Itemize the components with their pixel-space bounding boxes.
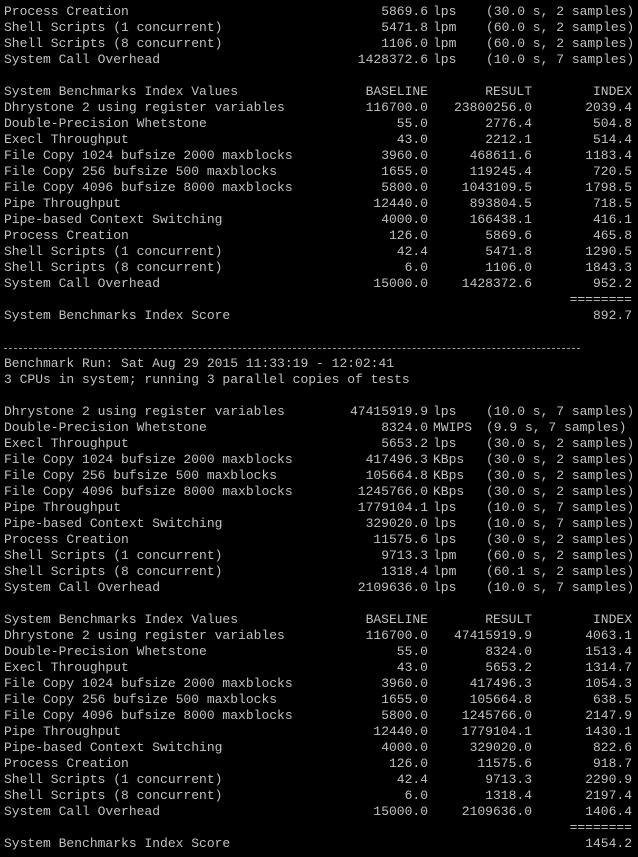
index-value: 918.7 xyxy=(592,756,632,771)
index-header xyxy=(0,612,638,628)
index-value: 1183.4 xyxy=(585,148,632,163)
result-value: 1779104.1 xyxy=(461,724,532,739)
result-value: 417496.3 xyxy=(365,452,428,467)
result-value: 1106.0 xyxy=(381,36,428,51)
index-row xyxy=(0,164,638,180)
result-value: 1245766.0 xyxy=(357,484,428,499)
index-row xyxy=(0,772,638,788)
baseline-header: BASELINE xyxy=(365,84,428,99)
result-value: 1245766.0 xyxy=(461,708,532,723)
index-rule xyxy=(0,292,638,308)
rule-text: ======== xyxy=(569,820,632,835)
test-name: System Call Overhead xyxy=(4,52,161,67)
result-unit: lps xyxy=(433,500,457,515)
result-line xyxy=(0,36,638,52)
result-samples: (60.0 s, 2 samples) xyxy=(486,36,635,51)
result-samples: (60.0 s, 2 samples) xyxy=(486,548,635,563)
index-header: INDEX xyxy=(592,84,632,99)
result-value: 468611.6 xyxy=(469,148,532,163)
result-value: 417496.3 xyxy=(469,676,532,691)
baseline-value: 15000.0 xyxy=(373,276,428,291)
baseline-value: 126.0 xyxy=(388,756,428,771)
baseline-value: 42.4 xyxy=(396,244,428,259)
index-score xyxy=(0,308,638,324)
baseline-value: 12440.0 xyxy=(373,724,428,739)
result-samples: (9.9 s, 7 samples) xyxy=(486,420,627,435)
result-value: 2109636.0 xyxy=(357,580,428,595)
result-value: 47415919.9 xyxy=(349,404,428,419)
baseline-value: 6.0 xyxy=(404,260,428,275)
result-value: 9713.3 xyxy=(485,772,532,787)
result-value: 11575.6 xyxy=(373,532,428,547)
result-unit: KBps xyxy=(433,468,465,483)
index-row xyxy=(0,804,638,820)
test-name: Shell Scripts (8 concurrent) xyxy=(4,260,223,275)
index-value: 822.6 xyxy=(592,740,632,755)
result-value: 11575.6 xyxy=(477,756,532,771)
result-header: RESULT xyxy=(485,84,532,99)
result-line xyxy=(0,404,638,420)
baseline-value: 12440.0 xyxy=(373,196,428,211)
index-row xyxy=(0,756,638,772)
result-samples: (10.0 s, 7 samples) xyxy=(486,52,635,67)
index-value: 2147.9 xyxy=(585,708,632,723)
index-row xyxy=(0,148,638,164)
test-name: System Call Overhead xyxy=(4,804,161,819)
score-value: 892.7 xyxy=(592,308,632,323)
index-row xyxy=(0,276,638,292)
test-name: Process Creation xyxy=(4,532,129,547)
result-line xyxy=(0,500,638,516)
result-line xyxy=(0,420,638,436)
result-unit: lps xyxy=(433,516,457,531)
index-row xyxy=(0,244,638,260)
test-name: Pipe Throughput xyxy=(4,724,122,739)
index-row xyxy=(0,196,638,212)
index-rule xyxy=(0,820,638,836)
benchmark-run-text: Benchmark Run: Sat Aug 29 2015 11:33:19 - 12:02:41 xyxy=(4,356,395,371)
index-value: 638.5 xyxy=(592,692,632,707)
baseline-value: 116700.0 xyxy=(365,628,428,643)
index-table-1 xyxy=(0,84,638,324)
result-value: 893804.5 xyxy=(469,196,532,211)
result-unit: lps xyxy=(433,52,457,67)
test-name: Shell Scripts (1 concurrent) xyxy=(4,244,223,259)
result-unit: lps xyxy=(433,436,457,451)
index-row xyxy=(0,660,638,676)
result-value: 47415919.9 xyxy=(453,628,532,643)
index-value: 720.5 xyxy=(592,164,632,179)
baseline-value: 43.0 xyxy=(396,660,428,675)
results-block-1 xyxy=(0,4,638,68)
test-name: Dhrystone 2 using register variables xyxy=(4,404,285,419)
index-value: 1290.5 xyxy=(585,244,632,259)
result-value: 2212.1 xyxy=(485,132,532,147)
index-value: 504.8 xyxy=(592,116,632,131)
result-line xyxy=(0,532,638,548)
result-value: 329020.0 xyxy=(365,516,428,531)
result-value: 166438.1 xyxy=(469,212,532,227)
index-header-label: System Benchmarks Index Values xyxy=(4,84,239,99)
blank-line xyxy=(0,596,638,612)
result-line xyxy=(0,564,638,580)
blank-line xyxy=(0,388,638,404)
result-value: 105664.8 xyxy=(469,692,532,707)
index-row xyxy=(0,228,638,244)
test-name: File Copy 256 bufsize 500 maxblocks xyxy=(4,692,278,707)
index-value: 1843.3 xyxy=(585,260,632,275)
test-name: File Copy 256 bufsize 500 maxblocks xyxy=(4,468,278,483)
result-value: 105664.8 xyxy=(365,468,428,483)
result-unit: lps xyxy=(433,404,457,419)
baseline-value: 1655.0 xyxy=(381,692,428,707)
index-row xyxy=(0,644,638,660)
index-value: 1798.5 xyxy=(585,180,632,195)
result-value: 5869.6 xyxy=(381,4,428,19)
result-value: 1428372.6 xyxy=(357,52,428,67)
dashed-separator xyxy=(4,348,580,349)
test-name: Shell Scripts (1 concurrent) xyxy=(4,772,223,787)
test-name: Shell Scripts (8 concurrent) xyxy=(4,564,223,579)
result-value: 23800256.0 xyxy=(453,100,532,115)
result-samples: (30.0 s, 2 samples) xyxy=(486,484,635,499)
result-samples: (10.0 s, 7 samples) xyxy=(486,500,635,515)
index-header: INDEX xyxy=(592,612,632,627)
index-value: 2197.4 xyxy=(585,788,632,803)
index-value: 2290.9 xyxy=(585,772,632,787)
rule-text: ======== xyxy=(569,292,632,307)
index-value: 2039.4 xyxy=(585,100,632,115)
index-row xyxy=(0,724,638,740)
baseline-value: 1655.0 xyxy=(381,164,428,179)
result-value: 1428372.6 xyxy=(461,276,532,291)
result-unit: MWIPS xyxy=(433,420,473,435)
score-label: System Benchmarks Index Score xyxy=(4,308,231,323)
test-name: Pipe-based Context Switching xyxy=(4,516,223,531)
blank-line xyxy=(0,68,638,84)
index-value: 416.1 xyxy=(592,212,632,227)
test-name: Shell Scripts (8 concurrent) xyxy=(4,36,223,51)
index-row xyxy=(0,708,638,724)
result-samples: (10.0 s, 7 samples) xyxy=(486,580,635,595)
result-value: 5471.8 xyxy=(485,244,532,259)
result-unit: lps xyxy=(433,4,457,19)
index-row xyxy=(0,692,638,708)
index-value: 718.5 xyxy=(592,196,632,211)
test-name: File Copy 4096 bufsize 8000 maxblocks xyxy=(4,180,293,195)
result-unit: lps xyxy=(433,532,457,547)
baseline-value: 4000.0 xyxy=(381,740,428,755)
result-header: RESULT xyxy=(485,612,532,627)
result-value: 5653.2 xyxy=(485,660,532,675)
test-name: File Copy 256 bufsize 500 maxblocks xyxy=(4,164,278,179)
index-row xyxy=(0,180,638,196)
test-name: File Copy 4096 bufsize 8000 maxblocks xyxy=(4,708,293,723)
result-unit: KBps xyxy=(433,484,465,499)
result-unit: lpm xyxy=(433,20,457,35)
test-name: Execl Throughput xyxy=(4,660,129,675)
baseline-value: 5800.0 xyxy=(381,708,428,723)
benchmark-run-line xyxy=(0,356,638,372)
baseline-value: 126.0 xyxy=(388,228,428,243)
test-name: Double-Precision Whetstone xyxy=(4,420,207,435)
result-value: 8324.0 xyxy=(485,644,532,659)
baseline-value: 55.0 xyxy=(396,116,428,131)
cpu-info-text: 3 CPUs in system; running 3 parallel copies of tests xyxy=(4,372,410,387)
test-name: File Copy 1024 bufsize 2000 maxblocks xyxy=(4,676,293,691)
result-samples: (30.0 s, 2 samples) xyxy=(486,4,635,19)
result-unit: lpm xyxy=(433,548,457,563)
index-value: 1513.4 xyxy=(585,644,632,659)
result-value: 8324.0 xyxy=(381,420,428,435)
result-line xyxy=(0,580,638,596)
test-name: File Copy 1024 bufsize 2000 maxblocks xyxy=(4,452,293,467)
result-samples: (30.0 s, 2 samples) xyxy=(486,532,635,547)
baseline-value: 55.0 xyxy=(396,644,428,659)
result-value: 1318.4 xyxy=(381,564,428,579)
index-row xyxy=(0,132,638,148)
index-row xyxy=(0,212,638,228)
index-value: 514.4 xyxy=(592,132,632,147)
result-value: 1043109.5 xyxy=(461,180,532,195)
baseline-value: 6.0 xyxy=(404,788,428,803)
result-samples: (30.0 s, 2 samples) xyxy=(486,436,635,451)
result-line xyxy=(0,4,638,20)
test-name: Pipe-based Context Switching xyxy=(4,212,223,227)
baseline-value: 5800.0 xyxy=(381,180,428,195)
test-name: File Copy 4096 bufsize 8000 maxblocks xyxy=(4,484,293,499)
baseline-value: 3960.0 xyxy=(381,676,428,691)
test-name: Process Creation xyxy=(4,228,129,243)
index-row xyxy=(0,676,638,692)
index-row xyxy=(0,116,638,132)
result-value: 1106.0 xyxy=(485,260,532,275)
result-value: 1318.4 xyxy=(485,788,532,803)
test-name: Shell Scripts (1 concurrent) xyxy=(4,548,223,563)
result-value: 9713.3 xyxy=(381,548,428,563)
index-value: 4063.1 xyxy=(585,628,632,643)
result-samples: (60.0 s, 2 samples) xyxy=(486,20,635,35)
result-unit: lps xyxy=(433,580,457,595)
result-value: 5653.2 xyxy=(381,436,428,451)
test-name: System Call Overhead xyxy=(4,276,161,291)
result-unit: lpm xyxy=(433,36,457,51)
baseline-value: 116700.0 xyxy=(365,100,428,115)
baseline-value: 43.0 xyxy=(396,132,428,147)
test-name: Shell Scripts (8 concurrent) xyxy=(4,788,223,803)
index-value: 952.2 xyxy=(592,276,632,291)
results-block-2 xyxy=(0,404,638,596)
score-value: 1454.2 xyxy=(585,836,632,851)
baseline-value: 15000.0 xyxy=(373,804,428,819)
result-unit: lpm xyxy=(433,564,457,579)
index-row xyxy=(0,740,638,756)
index-table-2 xyxy=(0,612,638,852)
baseline-value: 42.4 xyxy=(396,772,428,787)
result-value: 2109636.0 xyxy=(461,804,532,819)
baseline-value: 3960.0 xyxy=(381,148,428,163)
result-value: 1779104.1 xyxy=(357,500,428,515)
separator xyxy=(0,340,638,356)
cpu-info-line xyxy=(0,372,638,388)
baseline-header: BASELINE xyxy=(365,612,428,627)
index-value: 465.8 xyxy=(592,228,632,243)
index-header xyxy=(0,84,638,100)
index-value: 1054.3 xyxy=(585,676,632,691)
result-line xyxy=(0,20,638,36)
test-name: Pipe Throughput xyxy=(4,196,122,211)
result-line xyxy=(0,468,638,484)
test-name: Process Creation xyxy=(4,4,129,19)
test-name: File Copy 1024 bufsize 2000 maxblocks xyxy=(4,148,293,163)
result-line xyxy=(0,52,638,68)
test-name: Double-Precision Whetstone xyxy=(4,644,207,659)
index-score xyxy=(0,836,638,852)
test-name: Execl Throughput xyxy=(4,436,129,451)
test-name: Pipe-based Context Switching xyxy=(4,740,223,755)
score-label: System Benchmarks Index Score xyxy=(4,836,231,851)
test-name: Pipe Throughput xyxy=(4,500,122,515)
index-row xyxy=(0,628,638,644)
test-name: Dhrystone 2 using register variables xyxy=(4,100,285,115)
result-line xyxy=(0,484,638,500)
result-value: 329020.0 xyxy=(469,740,532,755)
test-name: Double-Precision Whetstone xyxy=(4,116,207,131)
index-header-label: System Benchmarks Index Values xyxy=(4,612,239,627)
result-value: 2776.4 xyxy=(485,116,532,131)
result-line xyxy=(0,548,638,564)
index-value: 1406.4 xyxy=(585,804,632,819)
test-name: Process Creation xyxy=(4,756,129,771)
index-value: 1314.7 xyxy=(585,660,632,675)
result-value: 5869.6 xyxy=(485,228,532,243)
result-value: 119245.4 xyxy=(469,164,532,179)
result-samples: (30.0 s, 2 samples) xyxy=(486,452,635,467)
result-samples: (10.0 s, 7 samples) xyxy=(486,404,635,419)
index-row xyxy=(0,788,638,804)
test-name: Shell Scripts (1 concurrent) xyxy=(4,20,223,35)
result-samples: (30.0 s, 2 samples) xyxy=(486,468,635,483)
result-line xyxy=(0,436,638,452)
blank-line xyxy=(0,324,638,340)
result-samples: (10.0 s, 7 samples) xyxy=(486,516,635,531)
index-row xyxy=(0,100,638,116)
test-name: System Call Overhead xyxy=(4,580,161,595)
test-name: Execl Throughput xyxy=(4,132,129,147)
test-name: Dhrystone 2 using register variables xyxy=(4,628,285,643)
index-row xyxy=(0,260,638,276)
baseline-value: 4000.0 xyxy=(381,212,428,227)
result-samples: (60.1 s, 2 samples) xyxy=(486,564,635,579)
index-value: 1430.1 xyxy=(585,724,632,739)
result-value: 5471.8 xyxy=(381,20,428,35)
result-line xyxy=(0,452,638,468)
result-line xyxy=(0,516,638,532)
result-unit: KBps xyxy=(433,452,465,467)
